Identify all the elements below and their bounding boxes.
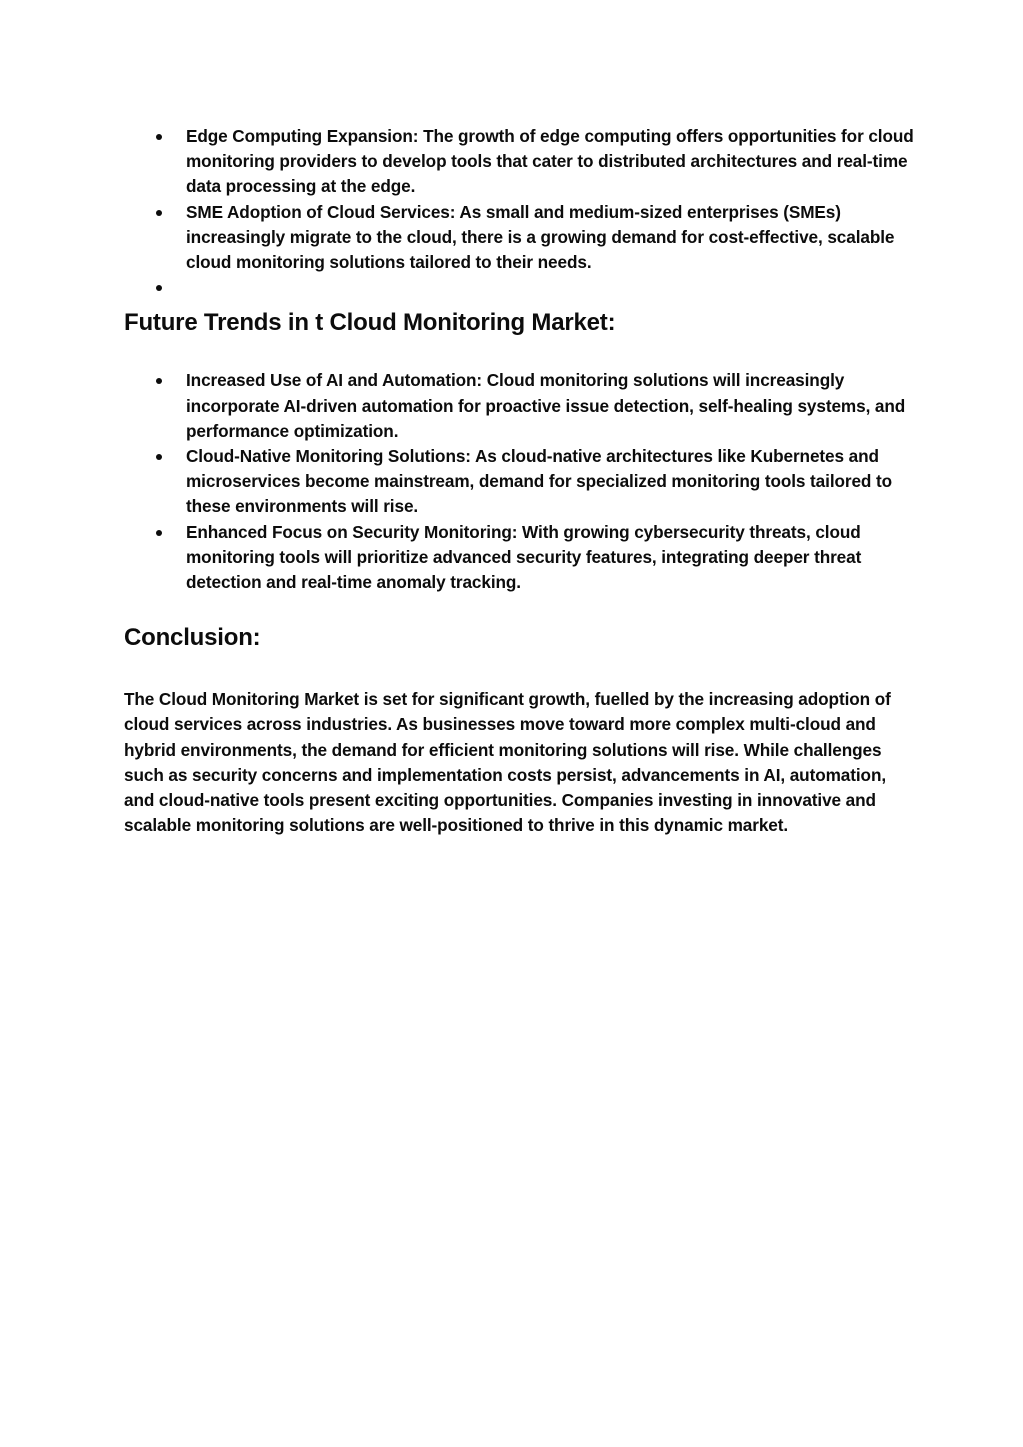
list-item-text: Edge Computing Expansion: The growth of edge computing offers opportunities for cloud monitoring providers to develop tools that cater to distributed architectures and real-time data processing at the edge. — [186, 126, 914, 197]
bullet-icon — [156, 454, 162, 460]
list-item — [124, 200, 914, 276]
bullet-icon — [156, 285, 162, 291]
conclusion-paragraph: The Cloud Monitoring Market is set for significant growth, fuelled by the increasing adoption of cloud services across industries. As businesses move toward more complex multi-cloud and hybrid environments, the demand for efficient monitoring solutions will rise. While challenges such as security concerns and implementation costs persist, advancements in AI, automation, and cloud-native tools present exciting opportunities. Companies investing in innovative and scalable monitoring solutions are well-positioned to thrive in this dynamic market. — [124, 689, 891, 836]
list-item-empty — [124, 275, 914, 300]
section-heading-conclusion: Conclusion: — [124, 624, 261, 652]
bullet-icon — [156, 378, 162, 384]
future-trends-list — [124, 368, 914, 595]
list-item-text: Enhanced Focus on Security Monitoring: With growing cybersecurity threats, cloud monitoring tools will prioritize advanced security features, integrating deeper threat detection and real-time anomaly tracking. — [186, 521, 862, 593]
list-item-text: Increased Use of AI and Automation: Cloud monitoring solutions will increasingly incorporate AI-driven automation for proactive issue detection, self-healing systems, and performance optimization. — [186, 370, 906, 441]
section-heading-future-trends: Future Trends in t Cloud Monitoring Market: — [124, 309, 616, 337]
bullet-icon — [156, 530, 162, 536]
list-item — [124, 368, 914, 444]
bullet-icon — [156, 134, 162, 140]
bullet-icon — [156, 210, 162, 216]
opportunities-list — [124, 124, 914, 300]
list-item-text: SME Adoption of Cloud Services: As small and medium-sized enterprises (SMEs) increasingly migrate to the cloud, there is a growing demand for cost-effective, scalable cloud monitoring solutions tailored to their needs. — [186, 201, 895, 273]
list-item — [124, 444, 914, 520]
page-content — [124, 124, 914, 838]
list-item — [124, 520, 914, 596]
list-item — [124, 124, 914, 200]
list-item-text: Cloud-Native Monitoring Solutions: As cloud-native architectures like Kubernetes and microservices become mainstream, demand for specialized monitoring tools tailored to these environments will rise. — [186, 446, 893, 517]
